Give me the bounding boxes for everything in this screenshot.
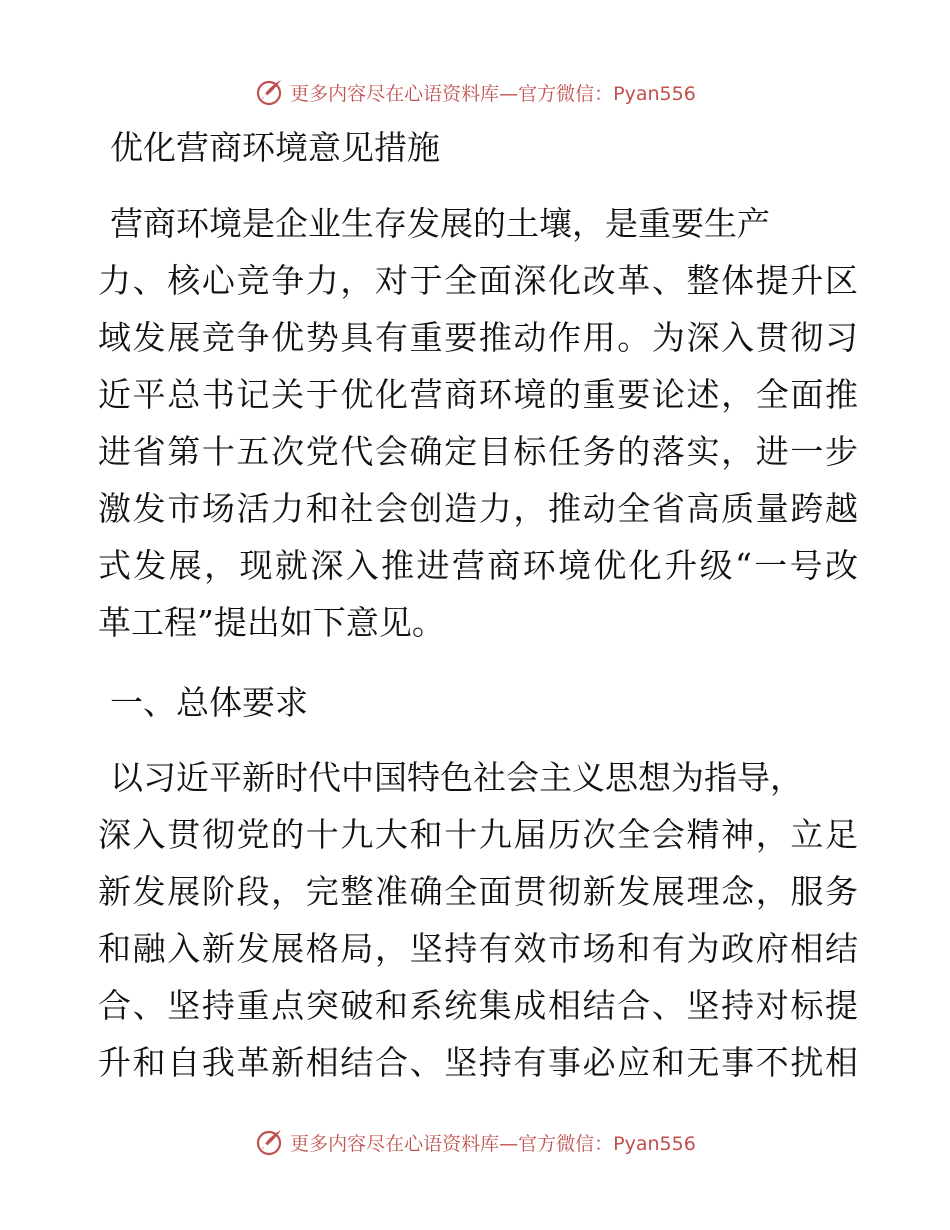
paragraph-line: 域发展竞争优势具有重要推动作用。为深入贯彻习 [98,318,858,357]
paragraph-line: 深入贯彻党的十九大和十九届历次全会精神，立足 [98,815,858,854]
feather-quill-logo-icon [254,1127,284,1157]
paragraph-line: 力、核心竞争力，对于全面深化改革、整体提升区 [98,261,858,300]
document-title: 优化营商环境意见措施 [110,128,440,167]
paragraph-line: 激发市场活力和社会创造力，推动全省高质量跨越 [98,489,858,528]
paragraph-line: 以习近平新时代中国特色社会主义思想为指导， [110,758,803,797]
watermark-text: 更多内容尽在心语资料库—官方微信：Pyan556 [290,1132,696,1155]
paragraph-line: 合、坚持重点突破和系统集成相结合、坚持对标提 [98,986,858,1025]
paragraph-line: 和融入新发展格局，坚持有效市场和有为政府相结 [98,929,858,968]
paragraph-line: 进省第十五次党代会确定目标任务的落实，进一步 [98,432,858,471]
footer-watermark-banner [0,1122,950,1162]
paragraph-line: 革工程”提出如下意见。 [98,603,445,642]
paragraph-line: 近平总书记关于优化营商环境的重要论述，全面推 [98,375,858,414]
paragraph-line: 式发展，现就深入推进营商环境优化升级“一号改 [98,546,858,585]
section-heading: 一、总体要求 [110,683,308,722]
paragraph-line: 升和自我革新相结合、坚持有事必应和无事不扰相 [98,1043,858,1082]
feather-quill-logo-icon [254,77,284,107]
paragraph-line: 新发展阶段，完整准确全面贯彻新发展理念，服务 [98,872,858,911]
paragraph-line: 营商环境是企业生存发展的土壤，是重要生产 [110,204,770,243]
header-watermark-banner [0,72,950,112]
watermark-text: 更多内容尽在心语资料库—官方微信：Pyan556 [290,82,696,105]
